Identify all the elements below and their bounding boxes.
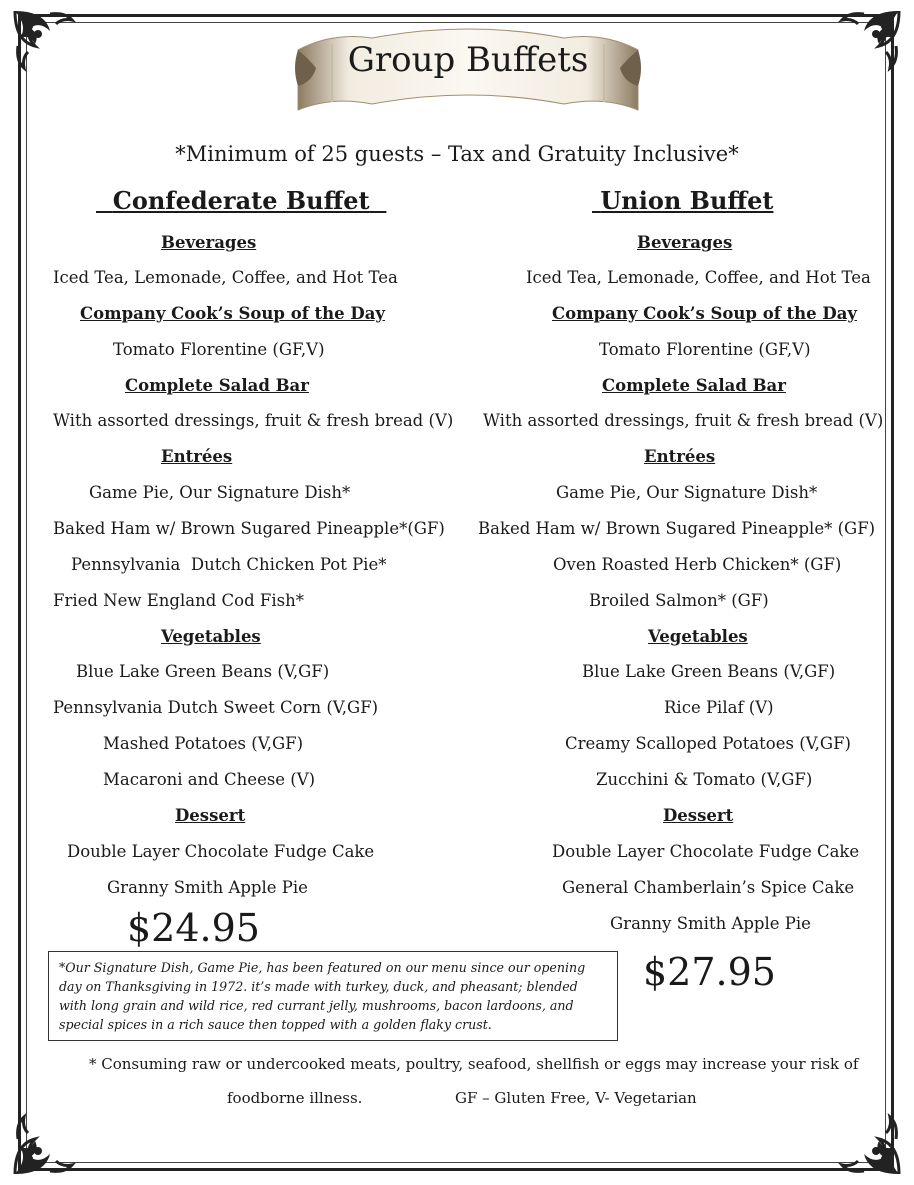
subtitle: *Minimum of 25 guests – Tax and Gratuity Inclusive* (175, 142, 739, 166)
left-salad: With assorted dressings, fruit & fresh bread (V) (53, 411, 454, 430)
right-vegetable-item: Blue Lake Green Beans (V,GF) (582, 662, 836, 681)
left-dessert-item: Granny Smith Apple Pie (107, 878, 308, 897)
confederate-price: $24.95 (127, 906, 260, 950)
left-dessert-heading: Dessert (175, 806, 246, 825)
food-safety-warning-cont: foodborne illness. (227, 1089, 363, 1107)
corner-flourish-icon (834, 1109, 904, 1179)
left-vegetable-item: Macaroni and Cheese (V) (103, 770, 316, 789)
right-dessert-item: General Chamberlain’s Spice Cake (562, 878, 855, 897)
right-entree-item: Broiled Salmon* (GF) (589, 591, 769, 610)
left-vegetable-item: Blue Lake Green Beans (V,GF) (76, 662, 330, 681)
corner-flourish-icon (10, 1109, 80, 1179)
right-vegetables-heading: Vegetables (648, 627, 748, 646)
right-vegetable-item: Zucchini & Tomato (V,GF) (596, 770, 813, 789)
left-salad-heading: Complete Salad Bar (125, 376, 309, 395)
union-price: $27.95 (643, 950, 776, 994)
left-vegetables-heading: Vegetables (161, 627, 261, 646)
right-dessert-item: Granny Smith Apple Pie (610, 914, 811, 933)
left-entree-item: Game Pie, Our Signature Dish* (89, 483, 351, 502)
diet-legend: GF – Gluten Free, V- Vegetarian (455, 1089, 697, 1107)
union-buffet-title: Union Buffet (600, 186, 774, 215)
right-salad-heading: Complete Salad Bar (602, 376, 786, 395)
right-entree-item: Baked Ham w/ Brown Sugared Pineapple* (GF) (478, 519, 876, 538)
left-dessert-item: Double Layer Chocolate Fudge Cake (67, 842, 375, 861)
page-title: Group Buffets (347, 40, 589, 80)
left-entree-item: Baked Ham w/ Brown Sugared Pineapple*(GF) (53, 519, 445, 538)
right-salad: With assorted dressings, fruit & fresh bread (V) (483, 411, 884, 430)
food-safety-warning: * Consuming raw or undercooked meats, poultry, seafood, shellfish or eggs may increase your risk of (89, 1055, 859, 1073)
left-beverages: Iced Tea, Lemonade, Coffee, and Hot Tea (53, 268, 398, 287)
signature-dish-note: *Our Signature Dish, Game Pie, has been featured on our menu since our opening day on Thanksgiving in 1972. it’s made with turkey, duck, and pheasant; blended with long grain and wild rice, red currant jelly, mushrooms, bacon lardoons, and special spices in a rich sauce then topped with a golden flaky crust. (48, 951, 618, 1041)
left-vegetable-item: Mashed Potatoes (V,GF) (103, 734, 304, 753)
right-vegetable-item: Creamy Scalloped Potatoes (V,GF) (565, 734, 851, 753)
right-entrees-heading: Entrées (644, 447, 716, 466)
left-vegetable-item: Pennsylvania Dutch Sweet Corn (V,GF) (53, 698, 379, 717)
right-soup-heading: Company Cook’s Soup of the Day (552, 304, 858, 323)
right-dessert-heading: Dessert (663, 806, 734, 825)
left-soup: Tomato Florentine (GF,V) (113, 340, 325, 359)
right-beverages: Iced Tea, Lemonade, Coffee, and Hot Tea (526, 268, 871, 287)
corner-flourish-icon (834, 6, 904, 76)
right-vegetable-item: Rice Pilaf (V) (664, 698, 774, 717)
corner-flourish-icon (10, 6, 80, 76)
left-entree-item: Pennsylvania Dutch Chicken Pot Pie* (71, 555, 387, 574)
left-soup-heading: Company Cook’s Soup of the Day (80, 304, 386, 323)
left-entree-item: Fried New England Cod Fish* (53, 591, 304, 610)
left-entrees-heading: Entrées (161, 447, 233, 466)
right-dessert-item: Double Layer Chocolate Fudge Cake (552, 842, 860, 861)
right-beverages-heading: Beverages (637, 233, 733, 252)
left-beverages-heading: Beverages (161, 233, 257, 252)
right-soup: Tomato Florentine (GF,V) (599, 340, 811, 359)
right-entree-item: Oven Roasted Herb Chicken* (GF) (553, 555, 842, 574)
confederate-buffet-title: Confederate Buffet (112, 186, 370, 215)
right-entree-item: Game Pie, Our Signature Dish* (556, 483, 818, 502)
